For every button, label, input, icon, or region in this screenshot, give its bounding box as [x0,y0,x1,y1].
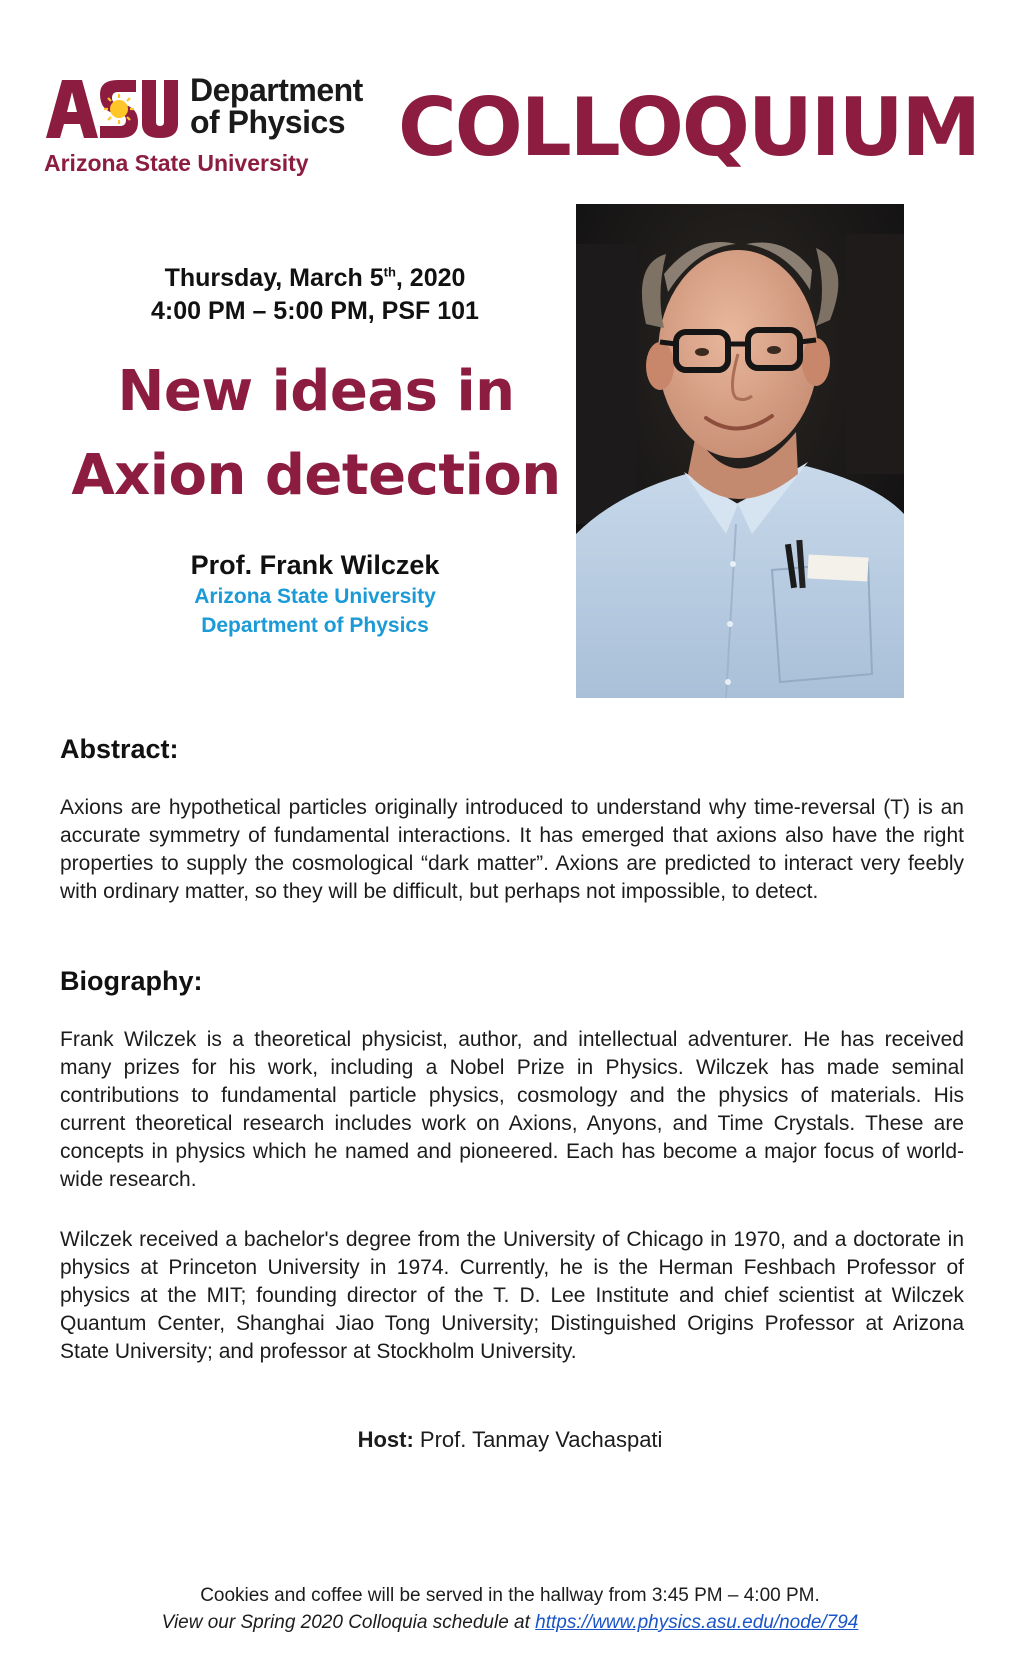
schedule-note [0,1612,1020,1634]
host-name: Prof. Tanmay Vachaspati [413,1427,663,1452]
speaker-name: Prof. Frank Wilczek [190,550,440,580]
host-label: Host: [357,1427,414,1452]
event-date-year: , 2020 [395,264,466,292]
department-name [190,74,390,138]
speaker-block [60,548,570,640]
schedule-link[interactable]: https://www.physics.asu.edu/node/794 [535,1612,859,1633]
event-date [60,262,570,295]
abstract-heading: Abstract: [60,734,179,764]
event-date-main: Thursday, March 5 [164,264,384,292]
department-line-1: Department [190,72,363,108]
event-info [60,262,570,328]
speaker-portrait-photo [576,204,904,698]
refreshments-note: Cookies and coffee will be served in the hallway from 3:45 PM – 4:00 PM. [200,1585,820,1606]
biography-heading: Biography: [60,966,203,996]
event-time-location: 4:00 PM – 5:00 PM, PSF 101 [151,297,479,325]
talk-title [36,350,596,518]
talk-title-line-2: Axion detection [71,443,561,508]
event-date-ordinal: th [383,264,396,280]
host-line [0,1427,1020,1453]
schedule-prefix: View our Spring 2020 Colloquia schedule at [161,1612,536,1633]
colloquium-banner: COLLOQUIUM [398,81,980,174]
department-line-2: of Physics [190,104,346,140]
speaker-affiliation-2: Department of Physics [201,614,429,637]
speaker-affiliation-1: Arizona State University [194,585,436,608]
asu-sunburst-logo [44,76,180,140]
biography-paragraph-2: Wilczek received a bachelor's degree from the University of Chicago in 1970, and a doctorate in physics at Princeton University in 1974. Currently, he is the Herman Feshbach Professor of physics at the MIT; founding director of the T. D. Lee Institute and chief scientist at Wilczek Quantum Center, Shanghai Jiao Tong University; Distinguished Origins Professor at Arizona State University; and professor at Stockholm University. [60,1228,964,1363]
biography-paragraph-1: Frank Wilczek is a theoretical physicist, author, and intellectual adventurer. He has received many prizes for his work, including a Nobel Prize in Physics. Wilczek has made seminal contributions to fundamental particle physics, cosmology and the physics of materials. His current theoretical research includes work on Axions, Anyons, and Time Crystals. These are concepts in physics which he named and pioneered. Each has become a major focus of world-wide research. [60,1028,964,1191]
asu-physics-logo [44,72,384,182]
university-name: Arizona State University [44,150,309,176]
talk-title-line-1: New ideas in [117,359,515,424]
abstract-text: Axions are hypothetical particles originally introduced to understand why time-reversal (T) is an accurate symmetry of fundamental interactions. It has emerged that axions also have the right properties to supply the cosmological “dark matter”. Axions are predicted to interact very feebly with ordinary matter, so they will be difficult, but perhaps not impossible, to detect. [60,796,964,903]
